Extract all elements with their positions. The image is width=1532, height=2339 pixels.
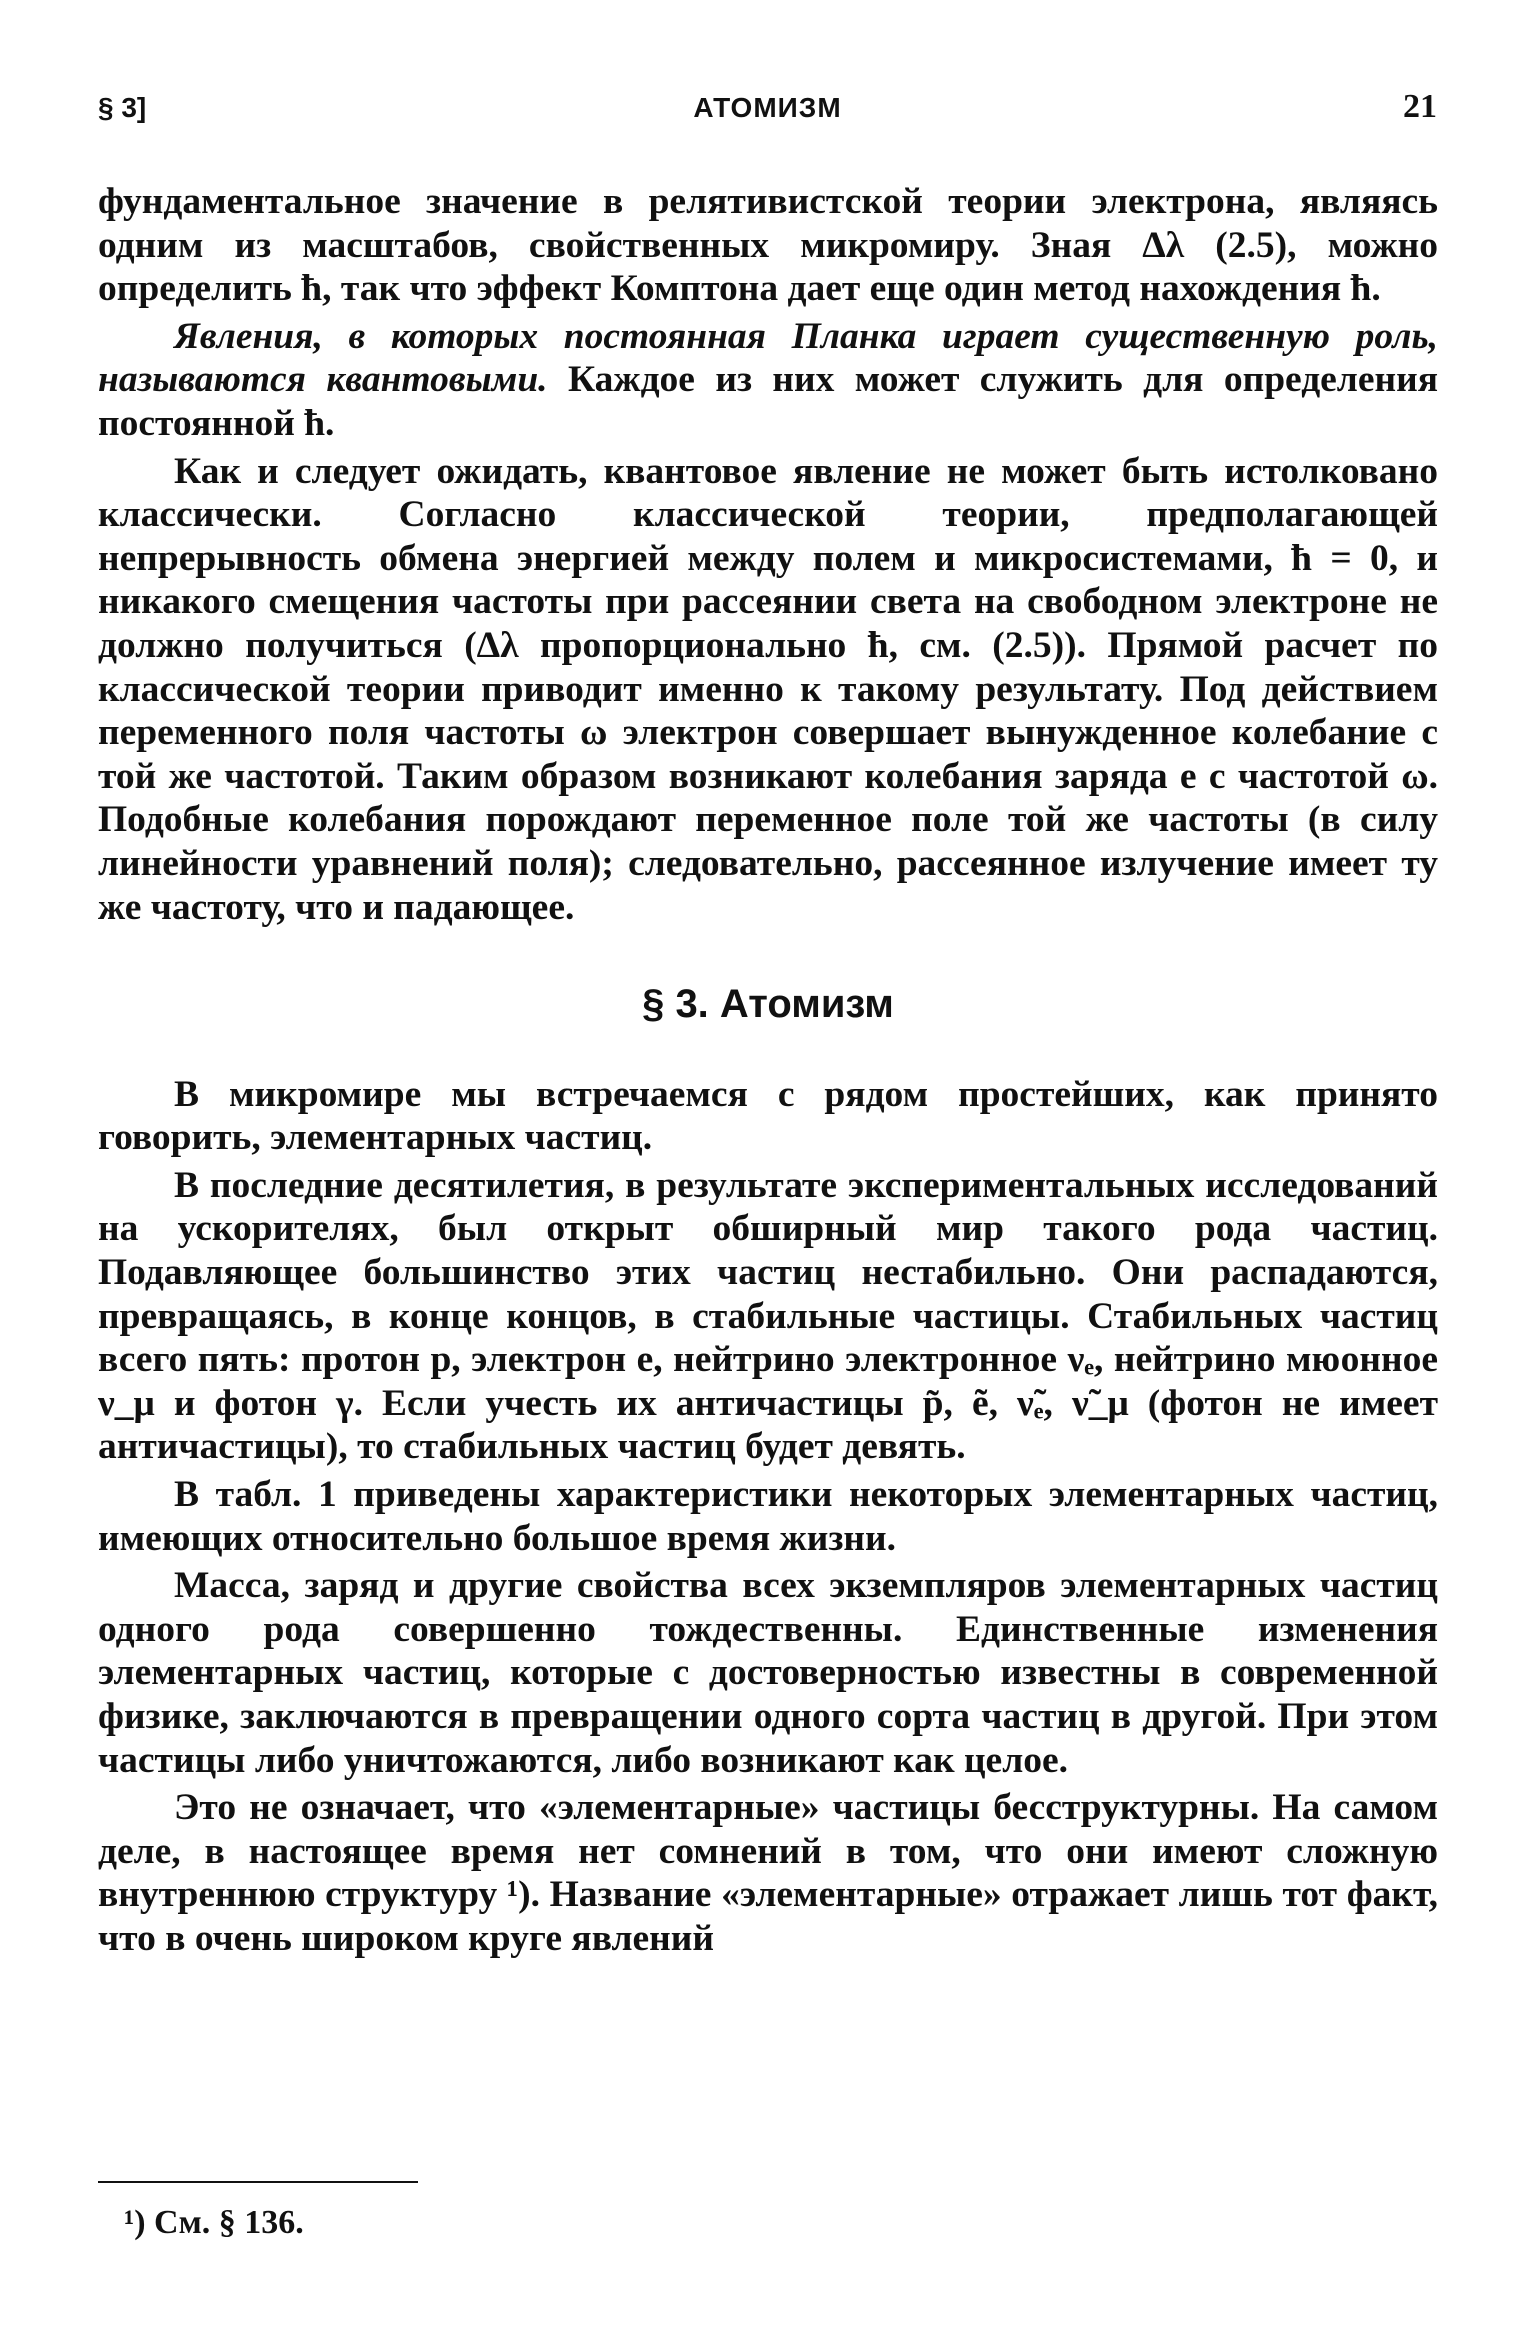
paragraph: В последние десятилетия, в результате экспериментальных исследований на ускорителях, был открыт обширный мир такого рода частиц. Подавляющее большинство этих частиц нестабильно. Они распадаются, превращаясь, в конце концов, в стабильные частицы. Стабильных частиц всего пять: протон p, электрон e, нейтрино электронное νₑ, нейтрино мюонное ν_μ и фотон γ. Если учесть их античастицы p̃, ẽ, ν̃ₑ, ν̃_μ (фотон не имеет античастицы), то стабильных частиц будет девять. <box>98 1164 1438 1468</box>
paragraph: фундаментальное значение в релятивистской теории электрона, являясь одним из масштабов, свойственных микромиру. Зная Δλ (2.5), можно определить ħ, так что эффект Комптона дает еще один метод нахождения ħ. <box>98 181 1438 310</box>
header-title: АТОМИЗМ <box>693 92 842 123</box>
page-number: 21 <box>1403 88 1437 125</box>
italic-definition: Явления, в которых постоянная Планка играет существенную роль, называются квантовыми. <box>98 315 1438 401</box>
page-body <box>98 180 1438 1961</box>
running-head <box>98 88 1437 136</box>
paragraph <box>98 315 1438 446</box>
header-section-ref: § 3] <box>98 92 147 123</box>
paragraph-text: Каждое из них может служить для определения постоянной ħ. <box>98 359 1438 444</box>
section-heading: § 3. Атомизм <box>642 982 894 1027</box>
paragraph: Масса, заряд и другие свойства всех экземпляров элементарных частиц одного рода совершенно тождественны. Единственные изменения элементарных частиц, которые с достоверностью известны в современной физике, заключаются в превращении одного сорта частиц в другой. При этом частицы либо уничтожаются, либо возникают как целое. <box>98 1565 1438 1781</box>
footnote-divider <box>98 2181 418 2183</box>
paragraph: В табл. 1 приведены характеристики некоторых элементарных частиц, имеющих относительно большое время жизни. <box>98 1474 1438 1559</box>
footnote: ¹) См. § 136. <box>124 2204 304 2241</box>
paragraph: В микромире мы встречаемся с рядом простейших, как принято говорить, элементарных частиц. <box>98 1073 1438 1159</box>
paragraph: Как и следует ожидать, квантовое явление не может быть истолковано классически. Согласно классической теории, предполагающей непрерывность обмена энергией между полем и микросистемами, ħ = 0, и никакого смещения частоты при рассеянии света на свободном электроне не должно получиться (Δλ пропорционально ħ, см. (2.5)). Прямой расчет по классической теории приводит именно к такому результату. Под действием переменного поля частоты ω электрон совершает вынужденное колебание с той же частотой. Таким образом возникают колебания заряда e с частотой ω. Подобные колебания порождают переменное поле той же частоты (в силу линейности уравнений поля); следовательно, рассеянное излучение имеет ту же частоту, что и падающее. <box>98 450 1438 928</box>
paragraph: Это не означает, что «элементарные» частицы бесструктурны. На самом деле, в настоящее время нет сомнений в том, что они имеют сложную внутреннюю структуру ¹). Название «элементарные» отражает лишь тот факт, что в очень широком круге явлений <box>98 1787 1438 1959</box>
